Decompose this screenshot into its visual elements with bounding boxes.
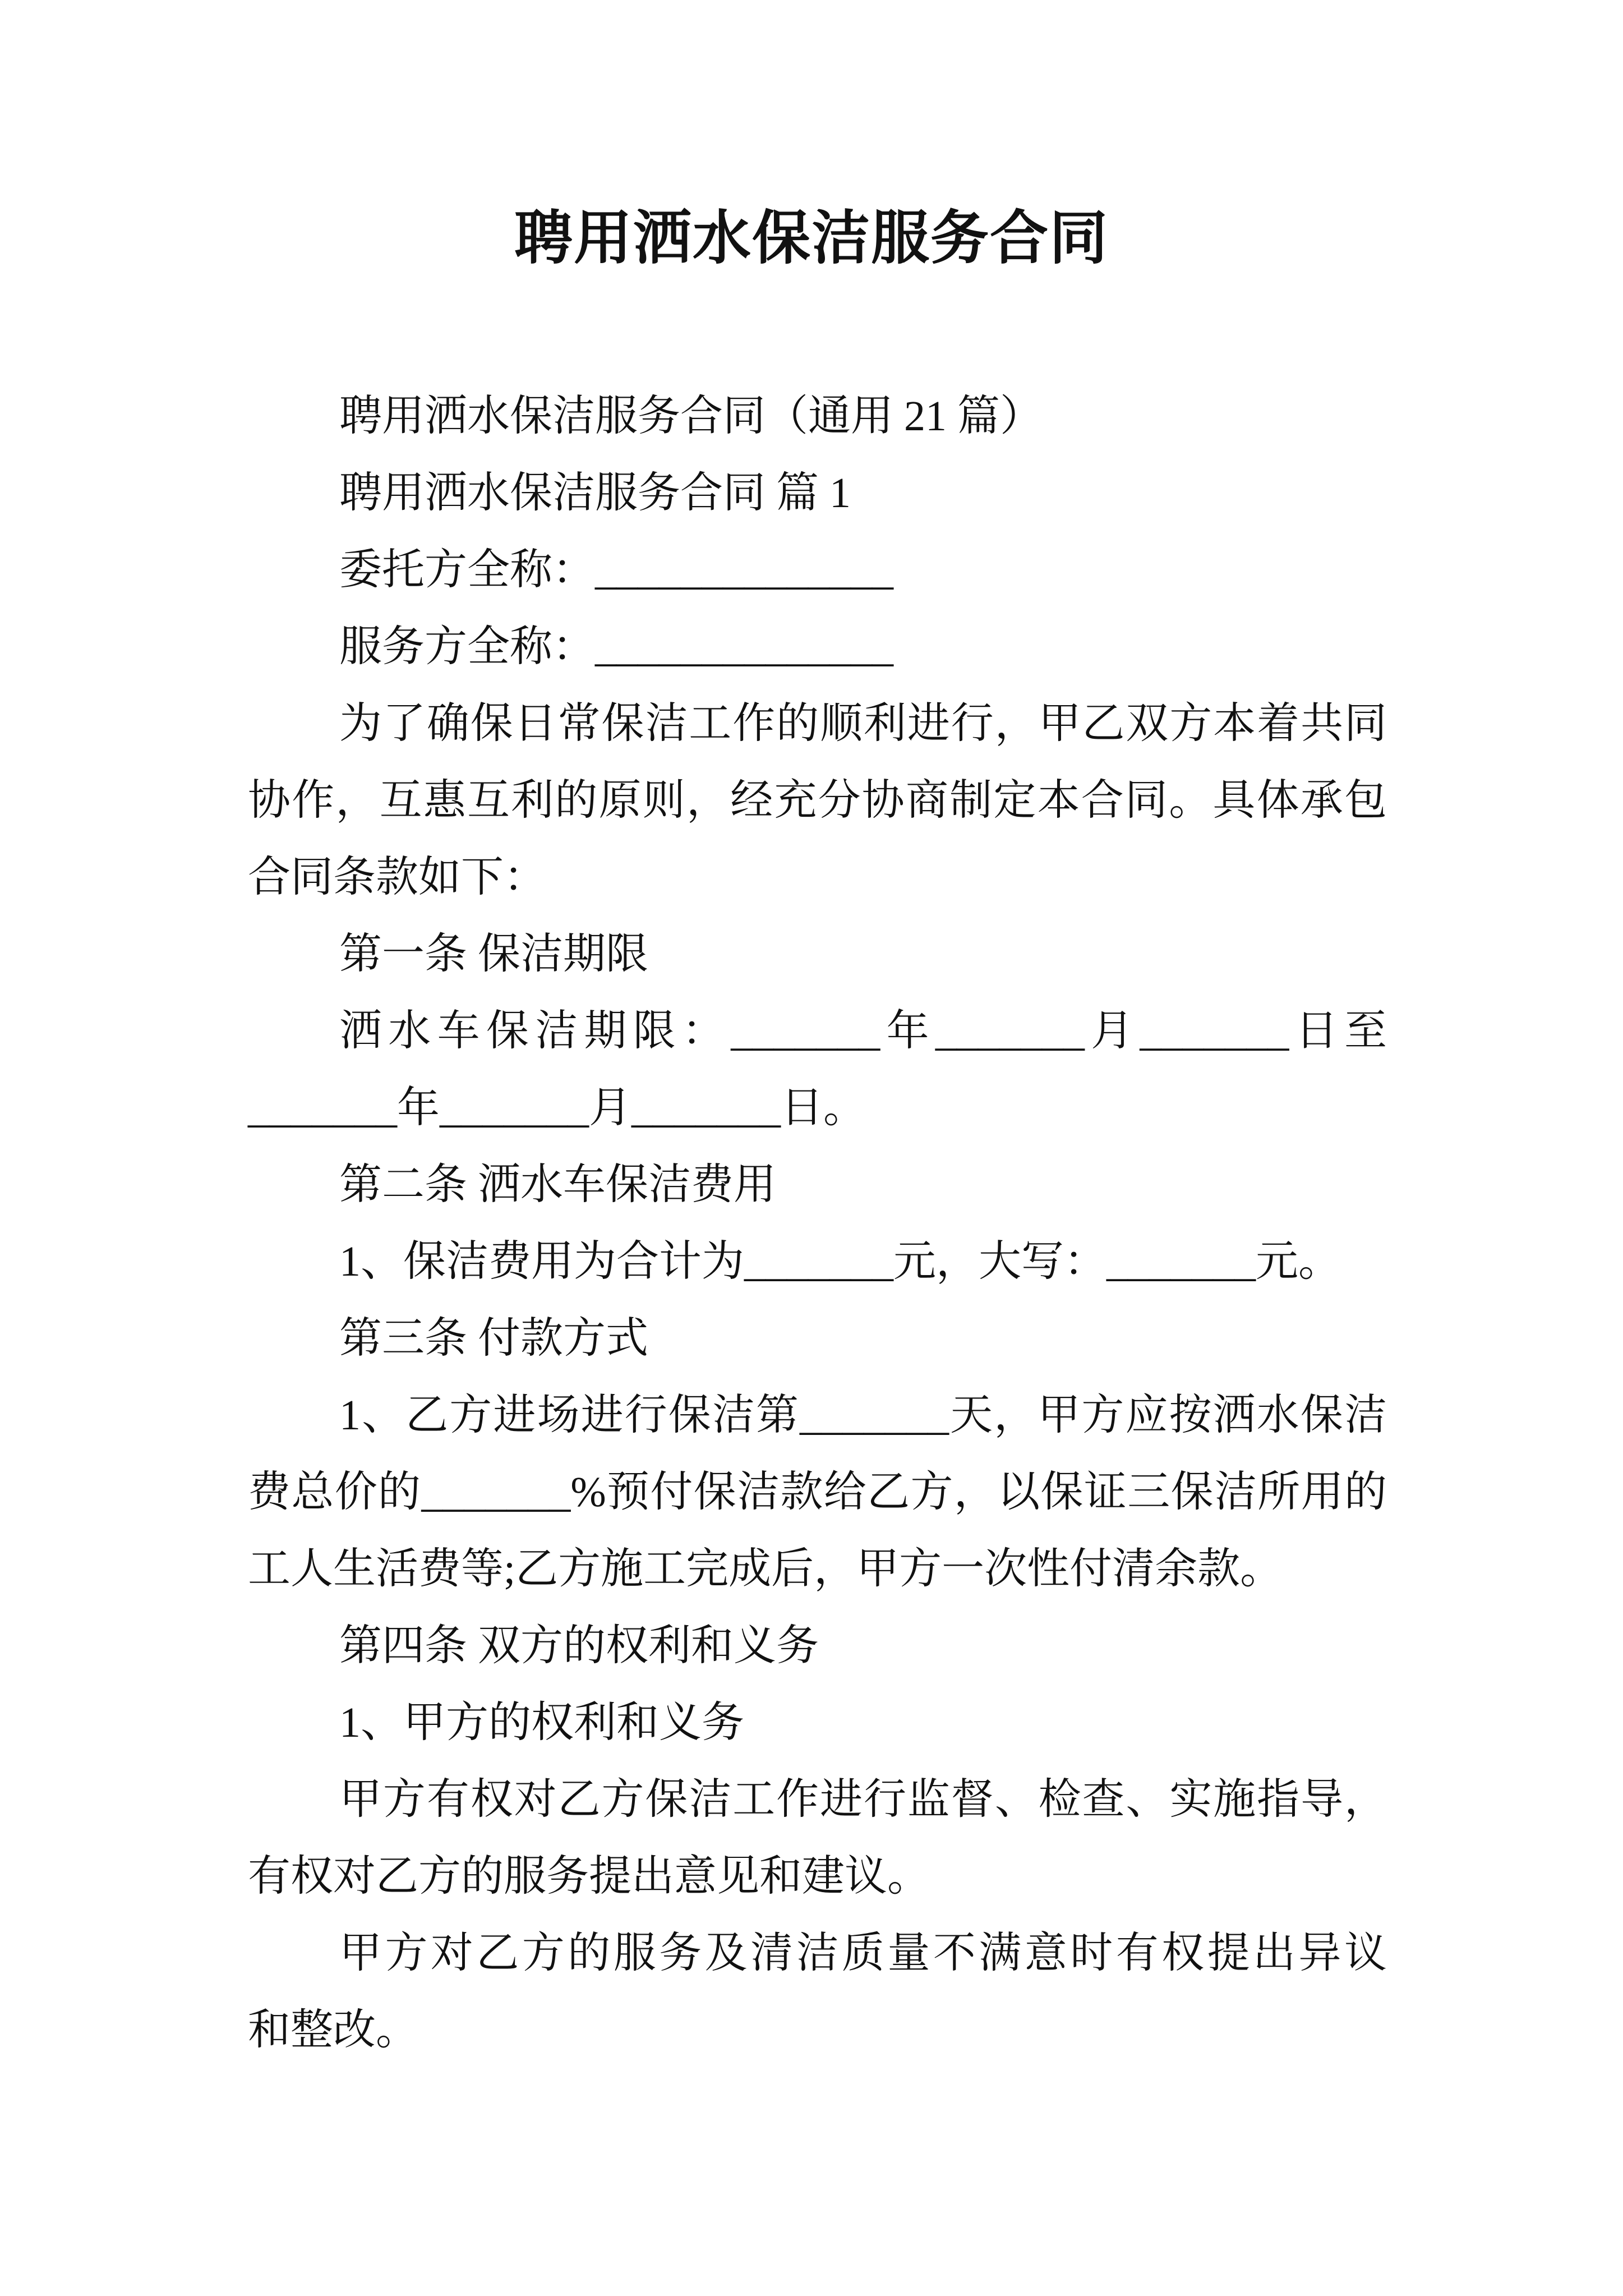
provider-name-field: 服务方全称：______________ (339, 623, 893, 670)
paragraph-line: 1、保洁费用为合计为_______元，大写：_______元。 (339, 1238, 1341, 1285)
article-heading: 第四条 双方的权利和义务 (339, 1622, 819, 1669)
document-body (248, 378, 1387, 2069)
paragraph-line: _______年_______月_______日。 (248, 1084, 866, 1131)
document-title: 聘用洒水保洁服务合同 (514, 206, 1109, 271)
paragraph-line: 合同条款如下： (248, 854, 546, 901)
client-name-field: 委托方全称：______________ (339, 546, 893, 593)
subtitle-line: 聘用洒水保洁服务合同（通用 21 篇） (339, 393, 1043, 440)
article-heading: 第一条 保洁期限 (339, 931, 648, 978)
section-heading: 聘用洒水保洁服务合同 篇 1 (339, 470, 851, 517)
article-heading: 第三条 付款方式 (339, 1315, 648, 1362)
paragraph-line: 1、乙方进场进行保洁第_______天，甲方应按洒水保洁 (339, 1392, 1387, 1439)
paragraph-line: 有权对乙方的服务提出意见和建议。 (248, 1853, 930, 1900)
article-heading: 第二条 洒水车保洁费用 (339, 1161, 776, 1208)
paragraph-line: 甲方对乙方的服务及清洁质量不满意时有权提出异议 (339, 1930, 1387, 1977)
paragraph-line: 和整改。 (248, 2007, 418, 2054)
paragraph-line: 为了确保日常保洁工作的顺利进行，甲乙双方本着共同 (339, 700, 1387, 747)
sub-heading: 1、甲方的权利和义务 (339, 1699, 744, 1746)
paragraph-line: 工人生活费等;乙方施工完成后，甲方一次性付清余款。 (248, 1545, 1283, 1593)
paragraph-line: 协作，互惠互利的原则，经充分协商制定本合同。具体承包 (248, 777, 1387, 824)
paragraph-line: 费总价的_______%预付保洁款给乙方，以保证三保洁所用的 (248, 1469, 1387, 1516)
paragraph-line: 甲方有权对乙方保洁工作进行监督、检查、实施指导， (339, 1776, 1387, 1823)
paragraph-line: 洒水车保洁期限：_______年_______月_______日至 (339, 1007, 1387, 1055)
